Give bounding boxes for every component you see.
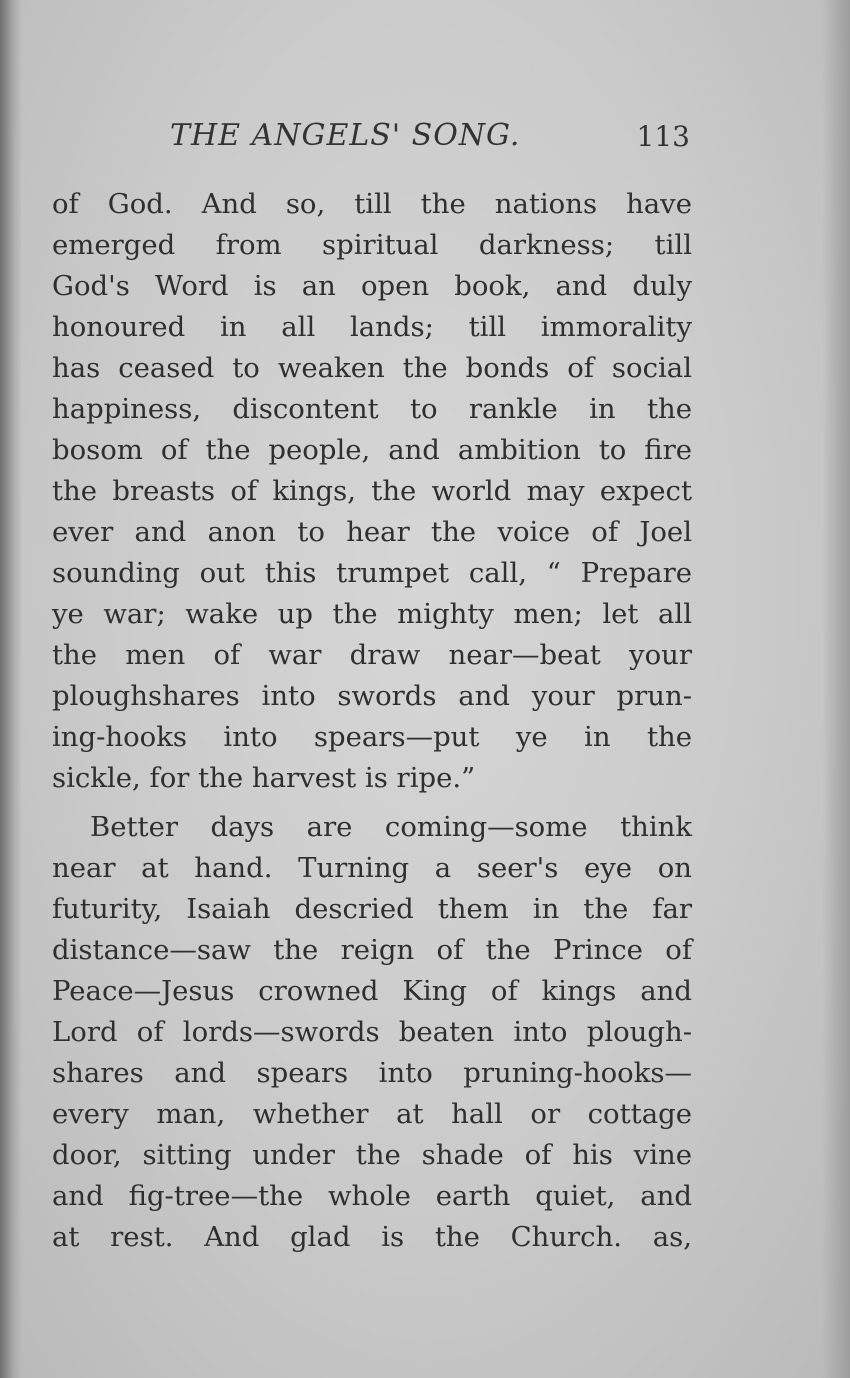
- running-title: THE ANGELS' SONG.: [170, 118, 521, 153]
- text-line: ever and anon to hear the voice of Joel: [52, 516, 692, 548]
- text-line: distance—saw the reign of the Prince of: [52, 934, 692, 966]
- text-line: and fig-tree—the whole earth quiet, and: [52, 1180, 692, 1212]
- text-line: the men of war draw near—beat your: [52, 639, 692, 671]
- text-line: emerged from spiritual darkness; till: [52, 229, 692, 261]
- text-line: sickle, for the harvest is ripe.”: [52, 762, 476, 794]
- text-line: God's Word is an open book, and duly: [52, 270, 692, 302]
- text-line: Lord of lords—swords beaten into plough-: [52, 1016, 692, 1048]
- text-line: Better days are coming—some think: [90, 811, 692, 843]
- text-line: the breasts of kings, the world may expect: [52, 475, 692, 507]
- page-header: [170, 118, 690, 158]
- text-line: every man, whether at hall or cottage: [52, 1098, 692, 1130]
- text-line: ye war; wake up the mighty men; let all: [52, 598, 692, 630]
- text-line: honoured in all lands; till immorality: [52, 311, 692, 343]
- text-line: happiness, discontent to rankle in the: [52, 393, 692, 425]
- paragraph-gap: [52, 799, 692, 807]
- text-line: at rest. And glad is the Church. as,: [52, 1221, 692, 1253]
- text-line: near at hand. Turning a seer's eye on: [52, 852, 692, 884]
- text-line: sounding out this trumpet call, “ Prepare: [52, 557, 692, 589]
- text-line: futurity, Isaiah descried them in the far: [52, 893, 692, 925]
- text-line: bosom of the people, and ambition to fire: [52, 434, 692, 466]
- text-line: ing-hooks into spears—put ye in the: [52, 721, 692, 753]
- text-line: of God. And so, till the nations have: [52, 188, 692, 220]
- text-line: door, sitting under the shade of his vine: [52, 1139, 692, 1171]
- text-line: shares and spears into pruning-hooks—: [52, 1057, 692, 1089]
- paragraph-1: [52, 184, 692, 799]
- page-number: 113: [636, 120, 690, 153]
- text-line: has ceased to weaken the bonds of social: [52, 352, 692, 384]
- text-line: Peace—Jesus crowned King of kings and: [52, 975, 692, 1007]
- body-text: [52, 184, 692, 1258]
- text-line: ploughshares into swords and your prun-: [52, 680, 692, 712]
- paragraph-2: [52, 807, 692, 1258]
